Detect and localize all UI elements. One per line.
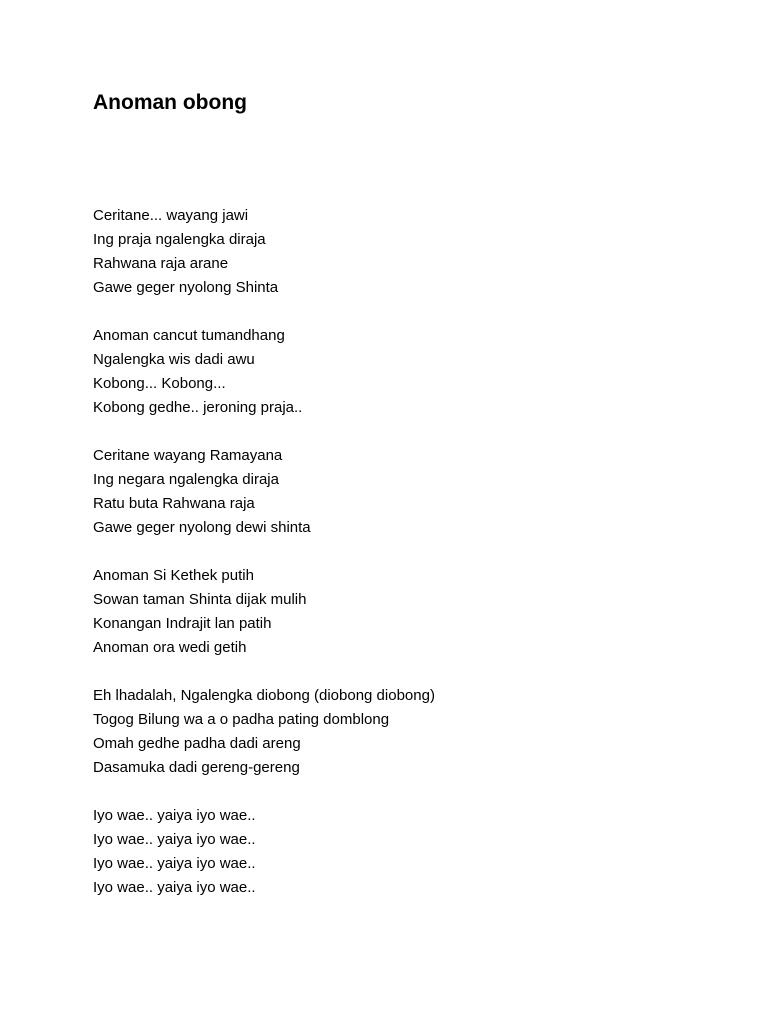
lyric-line: Rahwana raja arane [93, 255, 229, 272]
lyric-line: Eh lhadalah, Ngalengka diobong (diobong diobong) [93, 687, 435, 704]
lyric-line: Anoman ora wedi getih [93, 639, 247, 656]
stanza-1 [93, 204, 733, 300]
lyric-line: Iyo wae.. yaiya iyo wae.. [93, 831, 256, 848]
lyrics-body [93, 204, 733, 924]
lyric-line: Ratu buta Rahwana raja [93, 495, 255, 512]
lyric-line: Ing praja ngalengka diraja [93, 231, 266, 248]
lyric-line: Ceritane wayang Ramayana [93, 447, 283, 464]
lyric-line: Togog Bilung wa a o padha pating domblong [93, 711, 390, 728]
stanza-6 [93, 804, 733, 900]
lyric-line: Iyo wae.. yaiya iyo wae.. [93, 855, 256, 872]
lyric-line: Ing negara ngalengka diraja [93, 471, 279, 488]
lyric-line: Sowan taman Shinta dijak mulih [93, 591, 307, 608]
stanza-4 [93, 564, 733, 660]
document-title: Anoman obong [93, 91, 247, 114]
lyric-line: Gawe geger nyolong dewi shinta [93, 519, 311, 536]
lyric-line: Ceritane... wayang jawi [93, 207, 249, 224]
stanza-2 [93, 324, 733, 420]
lyric-line: Omah gedhe padha dadi areng [93, 735, 301, 752]
lyric-line: Iyo wae.. yaiya iyo wae.. [93, 807, 256, 824]
stanza-3 [93, 444, 733, 540]
lyric-line: Kobong gedhe.. jeroning praja.. [93, 399, 303, 416]
lyric-line: Gawe geger nyolong Shinta [93, 279, 279, 296]
lyric-line: Iyo wae.. yaiya iyo wae.. [93, 879, 256, 896]
lyric-line: Dasamuka dadi gereng-gereng [93, 759, 300, 776]
lyric-line: Konangan Indrajit lan patih [93, 615, 272, 632]
lyric-line: Ngalengka wis dadi awu [93, 351, 255, 368]
lyric-line: Anoman Si Kethek putih [93, 567, 254, 584]
lyric-line: Kobong... Kobong... [93, 375, 226, 392]
lyric-line: Anoman cancut tumandhang [93, 327, 285, 344]
stanza-5 [93, 684, 733, 780]
